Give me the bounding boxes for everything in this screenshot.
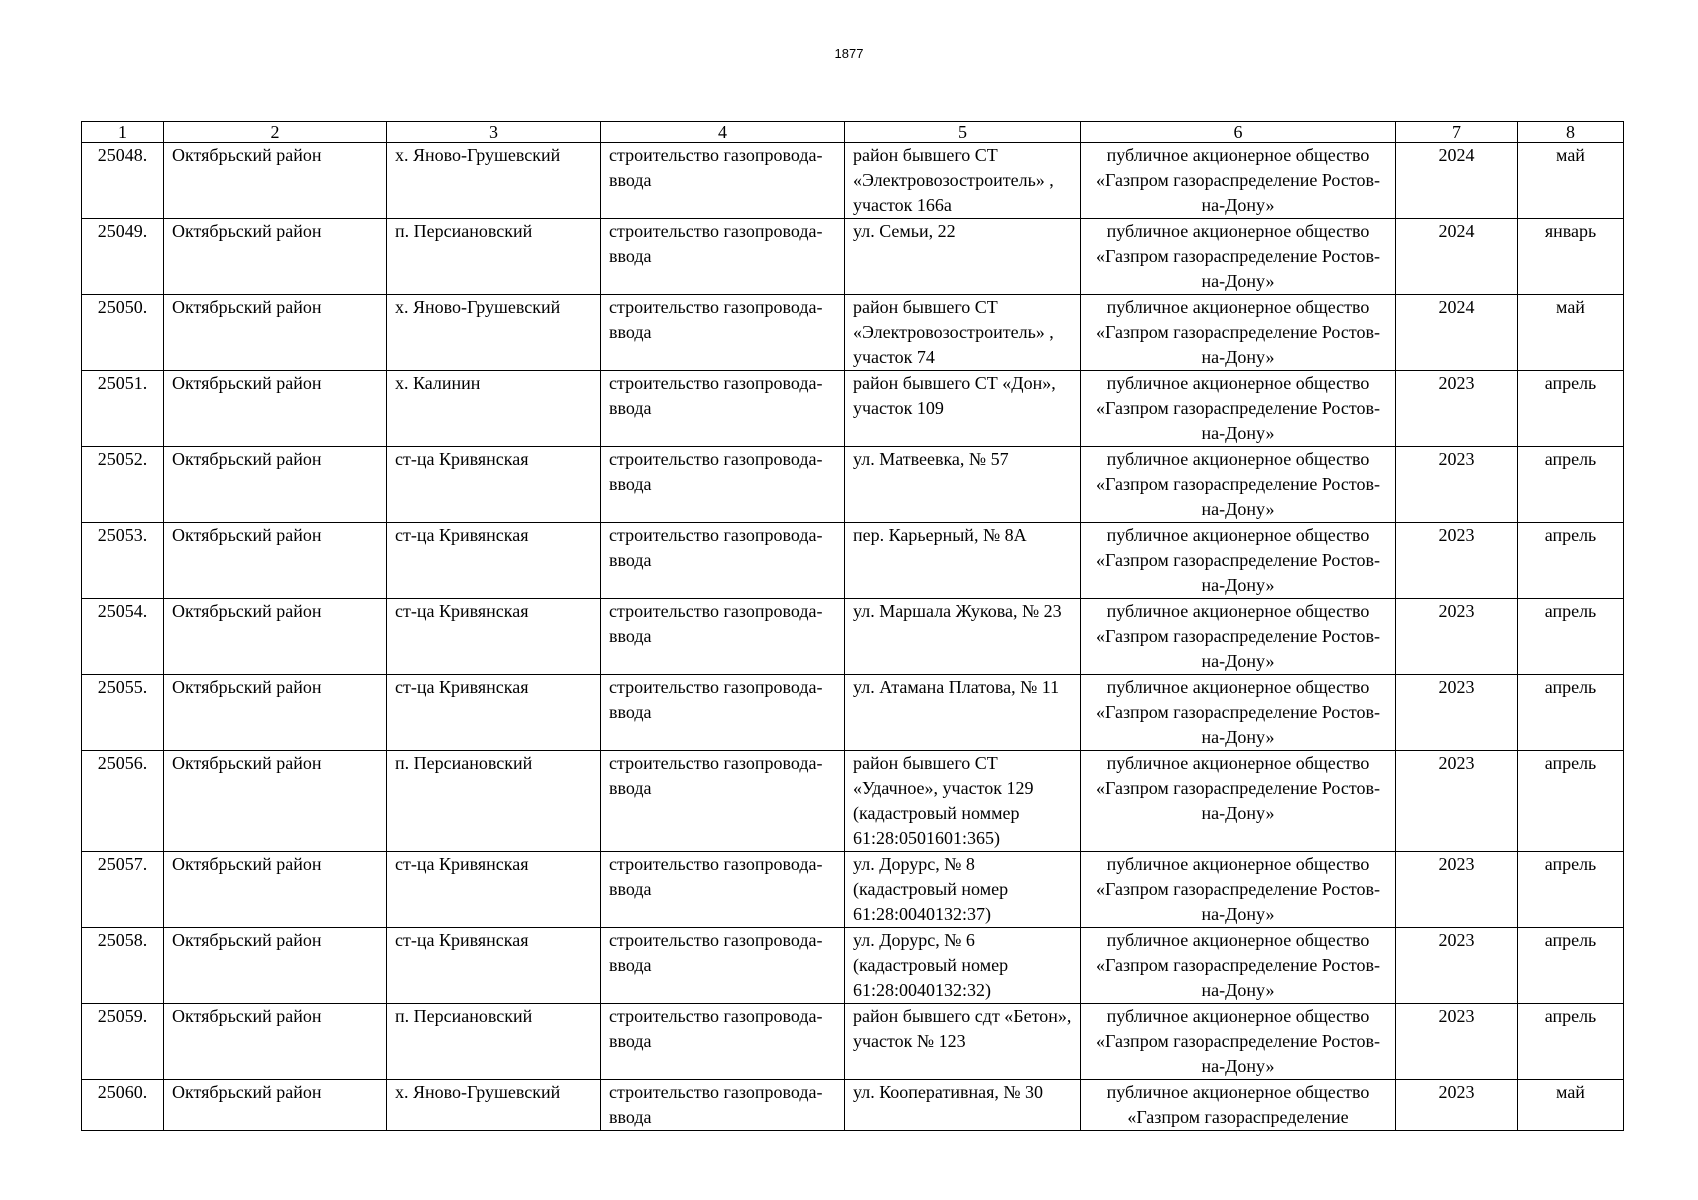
address-cell: ул. Дорурс, № 6 (кадастровый номер 61:28:0040132:32) — [845, 928, 1081, 1004]
table-row — [82, 295, 1624, 371]
address-cell: район бывшего сдт «Бетон», участок № 123 — [845, 1004, 1081, 1080]
row-number-cell: 25052. — [82, 447, 164, 523]
address-cell: ул. Семьи, 22 — [845, 219, 1081, 295]
address-cell: ул. Матвеевка, № 57 — [845, 447, 1081, 523]
district-cell: Октябрьский район — [164, 751, 387, 852]
month-cell: апрель — [1518, 371, 1624, 447]
settlement-cell: ст-ца Кривянская — [387, 599, 601, 675]
settlement-cell: ст-ца Кривянская — [387, 523, 601, 599]
column-header: 8 — [1518, 122, 1624, 143]
row-number-cell: 25056. — [82, 751, 164, 852]
district-cell: Октябрьский район — [164, 599, 387, 675]
settlement-cell: п. Персиановский — [387, 219, 601, 295]
month-cell: апрель — [1518, 928, 1624, 1004]
district-cell: Октябрьский район — [164, 143, 387, 219]
row-number-cell: 25055. — [82, 675, 164, 751]
work-type-cell: строительство газопровода-ввода — [601, 1080, 845, 1131]
owner-cell: публичное акционерное общество «Газпром газораспределение Ростов-на-Дону» — [1081, 447, 1396, 523]
row-number-cell: 25059. — [82, 1004, 164, 1080]
table-row — [82, 447, 1624, 523]
table-row — [82, 599, 1624, 675]
year-cell: 2023 — [1396, 1080, 1518, 1131]
row-number-cell: 25057. — [82, 852, 164, 928]
month-cell: май — [1518, 295, 1624, 371]
settlement-cell: п. Персиановский — [387, 1004, 601, 1080]
settlement-cell: п. Персиановский — [387, 751, 601, 852]
address-cell: район бывшего СТ «Электровозостроитель» , участок 166а — [845, 143, 1081, 219]
district-cell: Октябрьский район — [164, 371, 387, 447]
district-cell: Октябрьский район — [164, 447, 387, 523]
column-header: 6 — [1081, 122, 1396, 143]
address-cell: ул. Атамана Платова, № 11 — [845, 675, 1081, 751]
settlement-cell: х. Яново-Грушевский — [387, 1080, 601, 1131]
district-cell: Октябрьский район — [164, 523, 387, 599]
column-header: 7 — [1396, 122, 1518, 143]
address-cell: ул. Кооперативная, № 30 — [845, 1080, 1081, 1131]
work-type-cell: строительство газопровода-ввода — [601, 295, 845, 371]
district-cell: Октябрьский район — [164, 928, 387, 1004]
row-number-cell: 25050. — [82, 295, 164, 371]
work-type-cell: строительство газопровода-ввода — [601, 751, 845, 852]
work-type-cell: строительство газопровода-ввода — [601, 219, 845, 295]
table-row — [82, 1004, 1624, 1080]
column-header: 4 — [601, 122, 845, 143]
owner-cell: публичное акционерное общество «Газпром газораспределение Ростов-на-Дону» — [1081, 295, 1396, 371]
row-number-cell: 25060. — [82, 1080, 164, 1131]
table-row — [82, 852, 1624, 928]
settlement-cell: х. Яново-Грушевский — [387, 143, 601, 219]
work-type-cell: строительство газопровода-ввода — [601, 447, 845, 523]
table-body — [82, 143, 1624, 1131]
owner-cell: публичное акционерное общество «Газпром газораспределение Ростов-на-Дону» — [1081, 219, 1396, 295]
year-cell: 2024 — [1396, 219, 1518, 295]
table-row — [82, 219, 1624, 295]
month-cell: апрель — [1518, 447, 1624, 523]
month-cell: апрель — [1518, 751, 1624, 852]
month-cell: май — [1518, 143, 1624, 219]
settlement-cell: х. Яново-Грушевский — [387, 295, 601, 371]
row-number-cell: 25054. — [82, 599, 164, 675]
year-cell: 2023 — [1396, 928, 1518, 1004]
district-cell: Октябрьский район — [164, 1080, 387, 1131]
address-cell: район бывшего СТ «Электровозостроитель» , участок 74 — [845, 295, 1081, 371]
settlement-cell: ст-ца Кривянская — [387, 675, 601, 751]
table-row — [82, 1080, 1624, 1131]
address-cell: ул. Дорурс, № 8 (кадастровый номер 61:28:0040132:37) — [845, 852, 1081, 928]
owner-cell: публичное акционерное общество «Газпром газораспределение Ростов-на-Дону» — [1081, 1004, 1396, 1080]
work-type-cell: строительство газопровода-ввода — [601, 599, 845, 675]
owner-cell: публичное акционерное общество «Газпром газораспределение Ростов-на-Дону» — [1081, 143, 1396, 219]
owner-cell: публичное акционерное общество «Газпром газораспределение Ростов-на-Дону» — [1081, 928, 1396, 1004]
owner-cell: публичное акционерное общество «Газпром газораспределение Ростов-на-Дону» — [1081, 523, 1396, 599]
settlement-cell: ст-ца Кривянская — [387, 852, 601, 928]
month-cell: апрель — [1518, 852, 1624, 928]
year-cell: 2024 — [1396, 295, 1518, 371]
address-cell: район бывшего СТ «Дон», участок 109 — [845, 371, 1081, 447]
owner-cell: публичное акционерное общество «Газпром газораспределение — [1081, 1080, 1396, 1131]
page-number: 1877 — [834, 46, 864, 61]
settlement-cell: ст-ца Кривянская — [387, 928, 601, 1004]
district-cell: Октябрьский район — [164, 1004, 387, 1080]
year-cell: 2024 — [1396, 143, 1518, 219]
year-cell: 2023 — [1396, 751, 1518, 852]
header-row — [82, 122, 1624, 143]
column-header: 5 — [845, 122, 1081, 143]
work-type-cell: строительство газопровода-ввода — [601, 928, 845, 1004]
address-cell: район бывшего СТ «Удачное», участок 129 (кадастровый номмер 61:28:0501601:365) — [845, 751, 1081, 852]
owner-cell: публичное акционерное общество «Газпром газораспределение Ростов-на-Дону» — [1081, 751, 1396, 852]
month-cell: апрель — [1518, 675, 1624, 751]
year-cell: 2023 — [1396, 371, 1518, 447]
column-header: 1 — [82, 122, 164, 143]
row-number-cell: 25051. — [82, 371, 164, 447]
year-cell: 2023 — [1396, 523, 1518, 599]
year-cell: 2023 — [1396, 675, 1518, 751]
settlement-cell: ст-ца Кривянская — [387, 447, 601, 523]
table-row — [82, 751, 1624, 852]
work-type-cell: строительство газопровода-ввода — [601, 852, 845, 928]
work-type-cell: строительство газопровода-ввода — [601, 143, 845, 219]
year-cell: 2023 — [1396, 447, 1518, 523]
table-row — [82, 523, 1624, 599]
work-type-cell: строительство газопровода-ввода — [601, 675, 845, 751]
month-cell: апрель — [1518, 1004, 1624, 1080]
table-row — [82, 143, 1624, 219]
month-cell: май — [1518, 1080, 1624, 1131]
column-header: 3 — [387, 122, 601, 143]
work-type-cell: строительство газопровода-ввода — [601, 523, 845, 599]
district-cell: Октябрьский район — [164, 295, 387, 371]
work-type-cell: строительство газопровода-ввода — [601, 1004, 845, 1080]
district-cell: Октябрьский район — [164, 219, 387, 295]
table-row — [82, 675, 1624, 751]
column-header: 2 — [164, 122, 387, 143]
month-cell: апрель — [1518, 523, 1624, 599]
work-type-cell: строительство газопровода-ввода — [601, 371, 845, 447]
year-cell: 2023 — [1396, 599, 1518, 675]
month-cell: апрель — [1518, 599, 1624, 675]
owner-cell: публичное акционерное общество «Газпром газораспределение Ростов-на-Дону» — [1081, 599, 1396, 675]
year-cell: 2023 — [1396, 1004, 1518, 1080]
address-cell: ул. Маршала Жукова, № 23 — [845, 599, 1081, 675]
table-row — [82, 371, 1624, 447]
row-number-cell: 25048. — [82, 143, 164, 219]
address-cell: пер. Карьерный, № 8А — [845, 523, 1081, 599]
settlement-cell: х. Калинин — [387, 371, 601, 447]
data-table — [81, 121, 1624, 1131]
owner-cell: публичное акционерное общество «Газпром газораспределение Ростов-на-Дону» — [1081, 675, 1396, 751]
row-number-cell: 25053. — [82, 523, 164, 599]
month-cell: январь — [1518, 219, 1624, 295]
district-cell: Октябрьский район — [164, 675, 387, 751]
table-row — [82, 928, 1624, 1004]
row-number-cell: 25049. — [82, 219, 164, 295]
year-cell: 2023 — [1396, 852, 1518, 928]
owner-cell: публичное акционерное общество «Газпром газораспределение Ростов-на-Дону» — [1081, 852, 1396, 928]
row-number-cell: 25058. — [82, 928, 164, 1004]
district-cell: Октябрьский район — [164, 852, 387, 928]
owner-cell: публичное акционерное общество «Газпром газораспределение Ростов-на-Дону» — [1081, 371, 1396, 447]
